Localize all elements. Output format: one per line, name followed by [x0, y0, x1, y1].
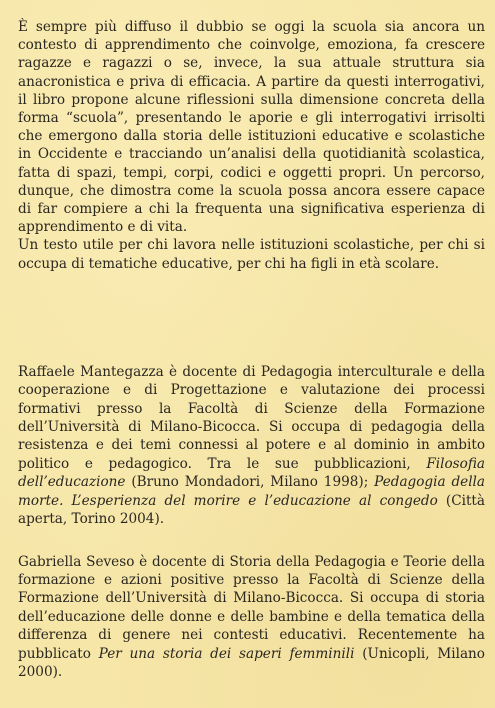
bio-text-segment: (Unicopli, Milano 2000). [18, 645, 485, 680]
author-bio-seveso [18, 553, 485, 682]
bio-text-segment: (Bruno Mondadori, Milano 1998); [125, 474, 375, 491]
book-title: Filosofia dell’educazione [18, 455, 485, 491]
author-bio-mantegazza [18, 363, 485, 529]
bio-seveso-text [18, 553, 485, 682]
bio-text-segment: (Città aperta, Torino 2004). [18, 492, 485, 528]
book-title: Per una storia dei saperi femminili [98, 645, 355, 662]
bio-text-segment: Raffaele Mantegazza è docente di Pedagogia interculturale e della cooperazione e di Progettazione e valutazione dei processi formativi presso la Facoltà di Scienze della Formazione dell’Università di Milano-Bicocca. Si occupa di pedagogia della resistenza e dei temi connessi al potere e al dominio in ambito politico e pedagogico. Tra le sue pubblicazioni, [18, 363, 485, 472]
blurb-paragraph-2: Un testo utile per chi lavora nelle istituzioni scolastiche, per chi si occupa di tematiche educative, per chi ha figli in età scolare. [18, 237, 485, 272]
bio-mantegazza-text [18, 363, 485, 529]
blurb-paragraph-1: È sempre più diffuso il dubbio se oggi la scuola sia ancora un contesto di apprendimento che coinvolge, emoziona, fa crescere ragazze e ragazzi o se, invece, la sua attuale struttura sia anacronistica e priva di efficacia. A partire da questi interrogativi, il libro propone alcune riflessioni sulla dimensione concreta della forma “scuola”, presentando le aporie e gli interrogativi irrisolti che emergono dalla storia delle istituzioni educative e scolastiche in Occidente e tracciando un’analisi della quotidianità scolastica, fatta di spazi, tempi, corpi, codici e oggetti propri. Un percorso, dunque, che dimostra come la scuola possa ancora essere capace di far compiere a chi la frequenta una significativa esperienza di apprendimento e di vita. [18, 19, 485, 236]
book-blurb [18, 18, 485, 273]
bio-text-segment: Gabriella Seveso è docente di Storia della Pedagogia e Teorie della formazione e azioni positive presso la Facoltà di Scienze della Formazione dell’Università di Milano-Bicocca. Si occupa di storia dell’educazione delle donne e delle bambine e della tematica della differenza di genere nei contesti educativi. Recentemente ha pubblicato [18, 553, 485, 662]
book-title: Pedagogia della morte. L’esperienza del morire e l’educazione al congedo [18, 474, 485, 509]
